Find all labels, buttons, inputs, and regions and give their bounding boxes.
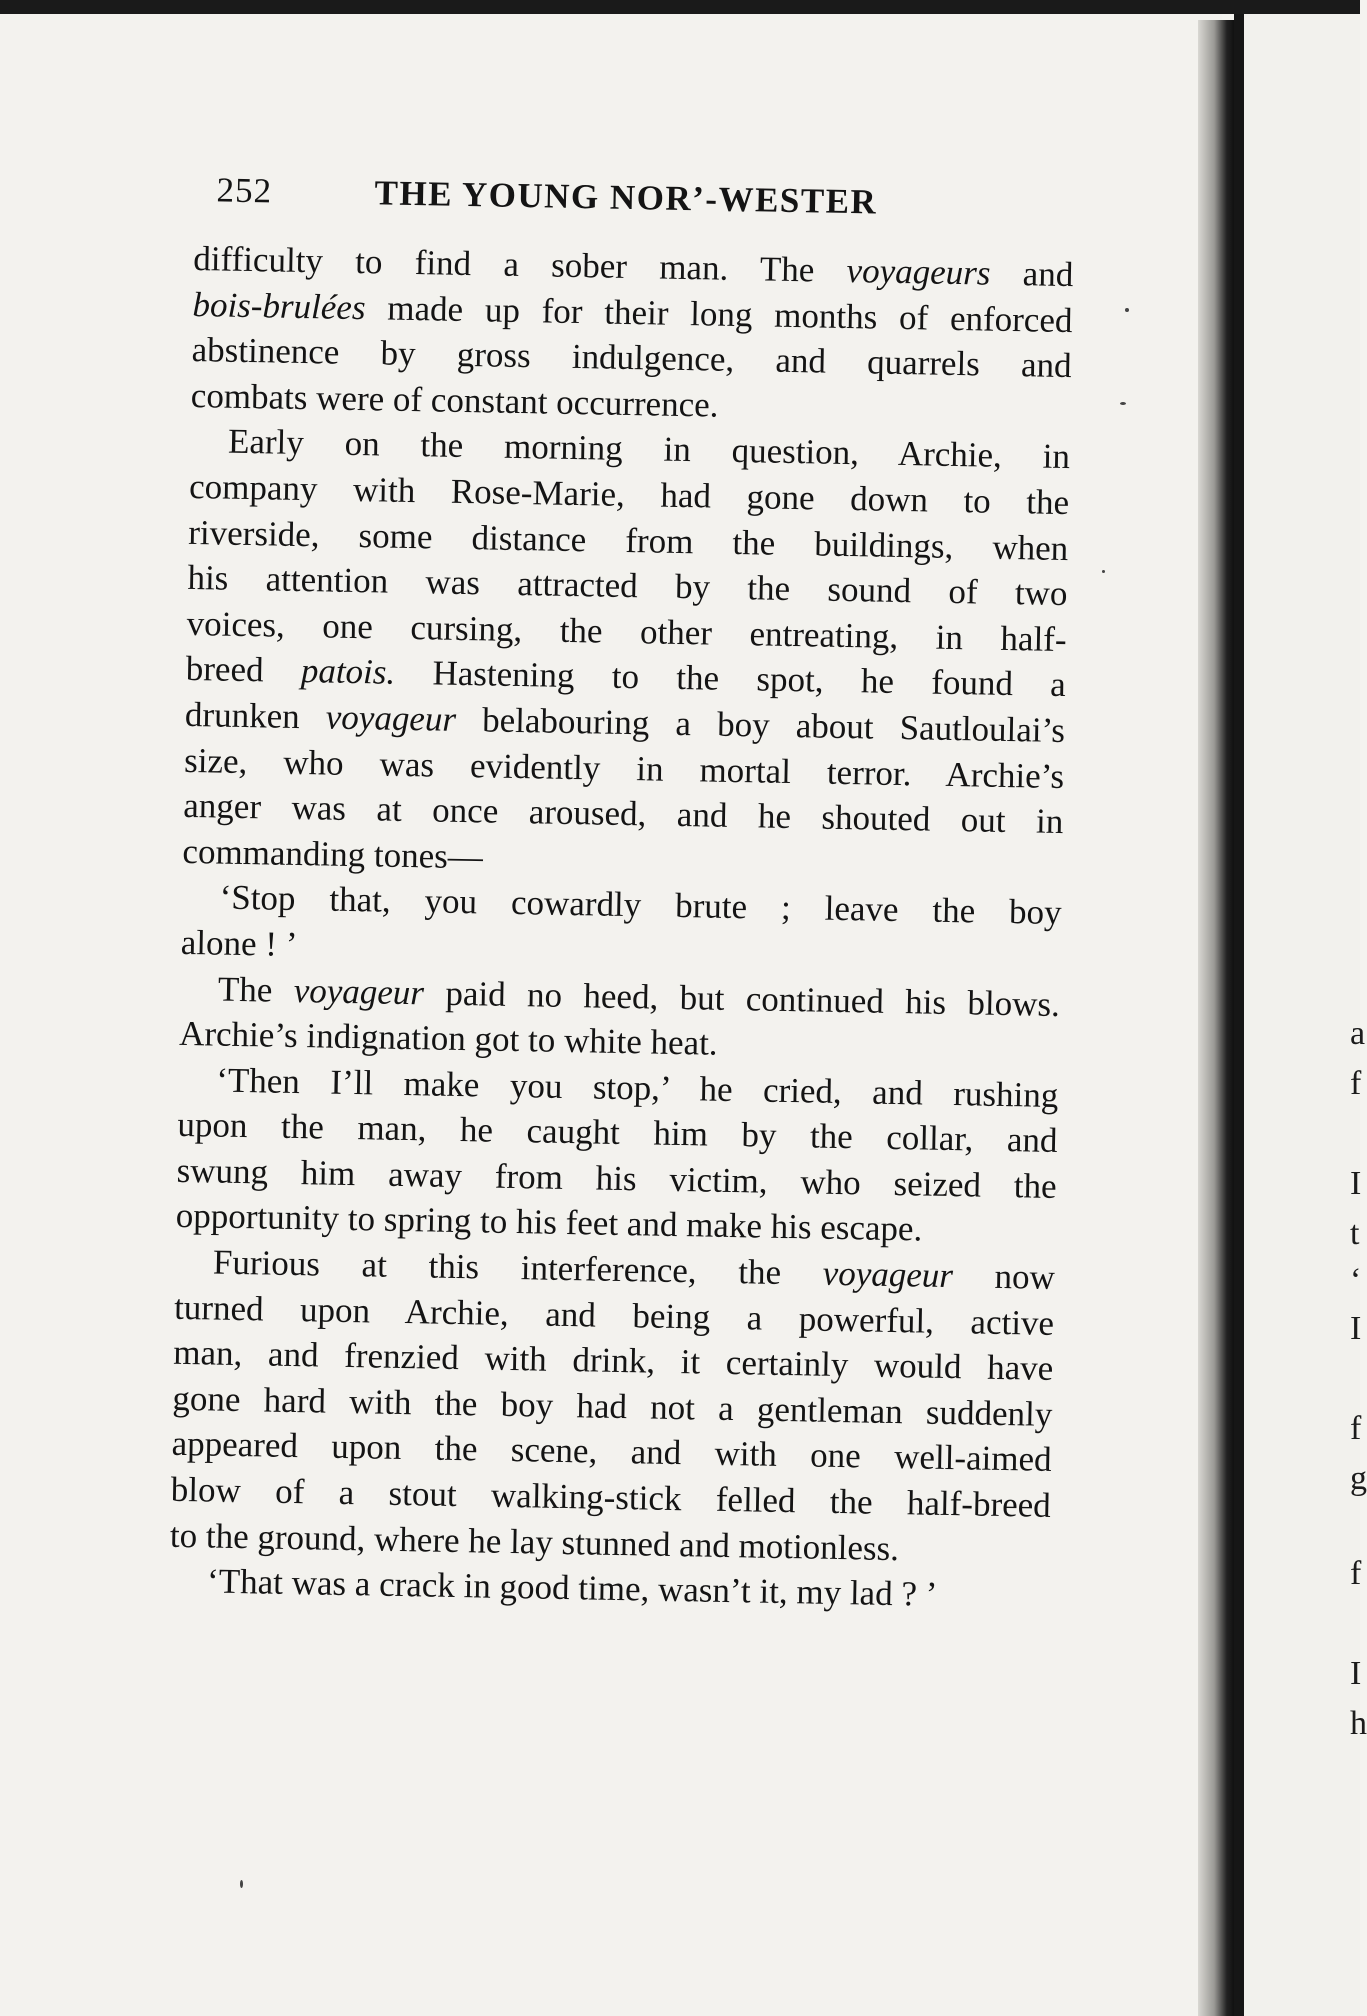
text-line: abstinence by gross indulgence, and quarrels and	[191, 330, 1072, 386]
adjacent-page-letter: f	[1350, 1065, 1362, 1102]
adjacent-page-letter: I	[1350, 1310, 1362, 1347]
text-line: ‘Then I’ll make you stop,’ he cried, and rushing	[215, 1060, 1059, 1115]
scan-speck	[1102, 570, 1105, 573]
adjacent-page-shadow	[1234, 14, 1244, 2016]
scan-top-border	[0, 0, 1360, 14]
text-line: swung him away from his victim, who seized the	[176, 1150, 1057, 1206]
body-text	[169, 236, 1074, 1620]
adjacent-page-letter: f	[1350, 1410, 1362, 1447]
text-line: upon the man, he caught him by the collar, and	[177, 1105, 1058, 1161]
adjacent-page-letter: h	[1350, 1705, 1367, 1742]
scan-speck	[1125, 308, 1129, 312]
adjacent-page-letter: a	[1350, 1015, 1366, 1052]
running-title: THE YOUNG NOR’-WESTER	[374, 173, 878, 222]
adjacent-page-letter: ‘	[1350, 1262, 1362, 1299]
text-line: opportunity to spring to his feet and make his escape.	[175, 1196, 923, 1249]
adjacent-page-letter: I	[1350, 1655, 1362, 1692]
text-line: size, who was evidently in mortal terror. Archie’s	[183, 740, 1065, 796]
text-line: The voyageur paid no heed, but continued his blows.	[217, 969, 1061, 1024]
text-line: to the ground, where he lay stunned and motionless.	[169, 1515, 900, 1568]
text-line: bois-brulées made up for their long months of enforced	[192, 284, 1073, 340]
text-line: Furious at this interference, the voyageur now	[212, 1242, 1056, 1298]
book-gutter	[1198, 20, 1234, 2016]
adjacent-page-letter: g	[1350, 1460, 1367, 1497]
text-line: drunken voyageur belabouring a boy about Sautloulai’s	[184, 694, 1066, 750]
adjacent-page-letter: t	[1350, 1215, 1360, 1252]
adjacent-page-edge	[1234, 14, 1360, 2016]
text-line: voices, one cursing, the other entreating, in half-	[186, 603, 1067, 659]
text-line: riverside, some distance from the buildings, when	[188, 512, 1069, 568]
scan-speck	[1120, 402, 1126, 405]
text-line: anger was at once aroused, and he shouted out in	[182, 786, 1064, 842]
text-line: man, and frenzied with drink, it certainly would have	[172, 1333, 1054, 1389]
scan-speck	[240, 1880, 243, 1888]
text-line: commanding tones—	[182, 831, 484, 877]
text-line: blow of a stout walking-stick felled the half-breed	[170, 1469, 1052, 1525]
text-line: alone ! ’	[180, 922, 298, 964]
text-line: company with Rose-Marie, had gone down to the	[188, 466, 1070, 523]
adjacent-page-letter: f	[1350, 1555, 1362, 1592]
text-line: Archie’s indignation got to white heat.	[178, 1013, 718, 1063]
text-line: his attention was attracted by the sound of two	[187, 558, 1068, 614]
text-line: appeared upon the scene, and with one well-aimed	[171, 1424, 1052, 1480]
text-line: combats were of constant occurrence.	[190, 375, 719, 425]
page-text-block	[169, 170, 1075, 1620]
text-line: ‘Stop that, you cowardly brute ; leave the boy	[219, 877, 1062, 933]
text-line: turned upon Archie, and being a powerful, active	[173, 1287, 1055, 1343]
text-line: Early on the morning in question, Archie, in	[227, 422, 1071, 477]
text-line: breed patois. Hastening to the spot, he found a	[185, 649, 1067, 705]
adjacent-page-letter: I	[1350, 1165, 1362, 1202]
text-line: ‘That was a crack in good time, wasn’t it, my lad ? ’	[206, 1561, 938, 1615]
page-number: 252	[216, 170, 273, 211]
text-line: gone hard with the boy had not a gentleman suddenly	[172, 1378, 1053, 1434]
text-line: difficulty to find a sober man. The voyageurs and	[193, 238, 1074, 295]
